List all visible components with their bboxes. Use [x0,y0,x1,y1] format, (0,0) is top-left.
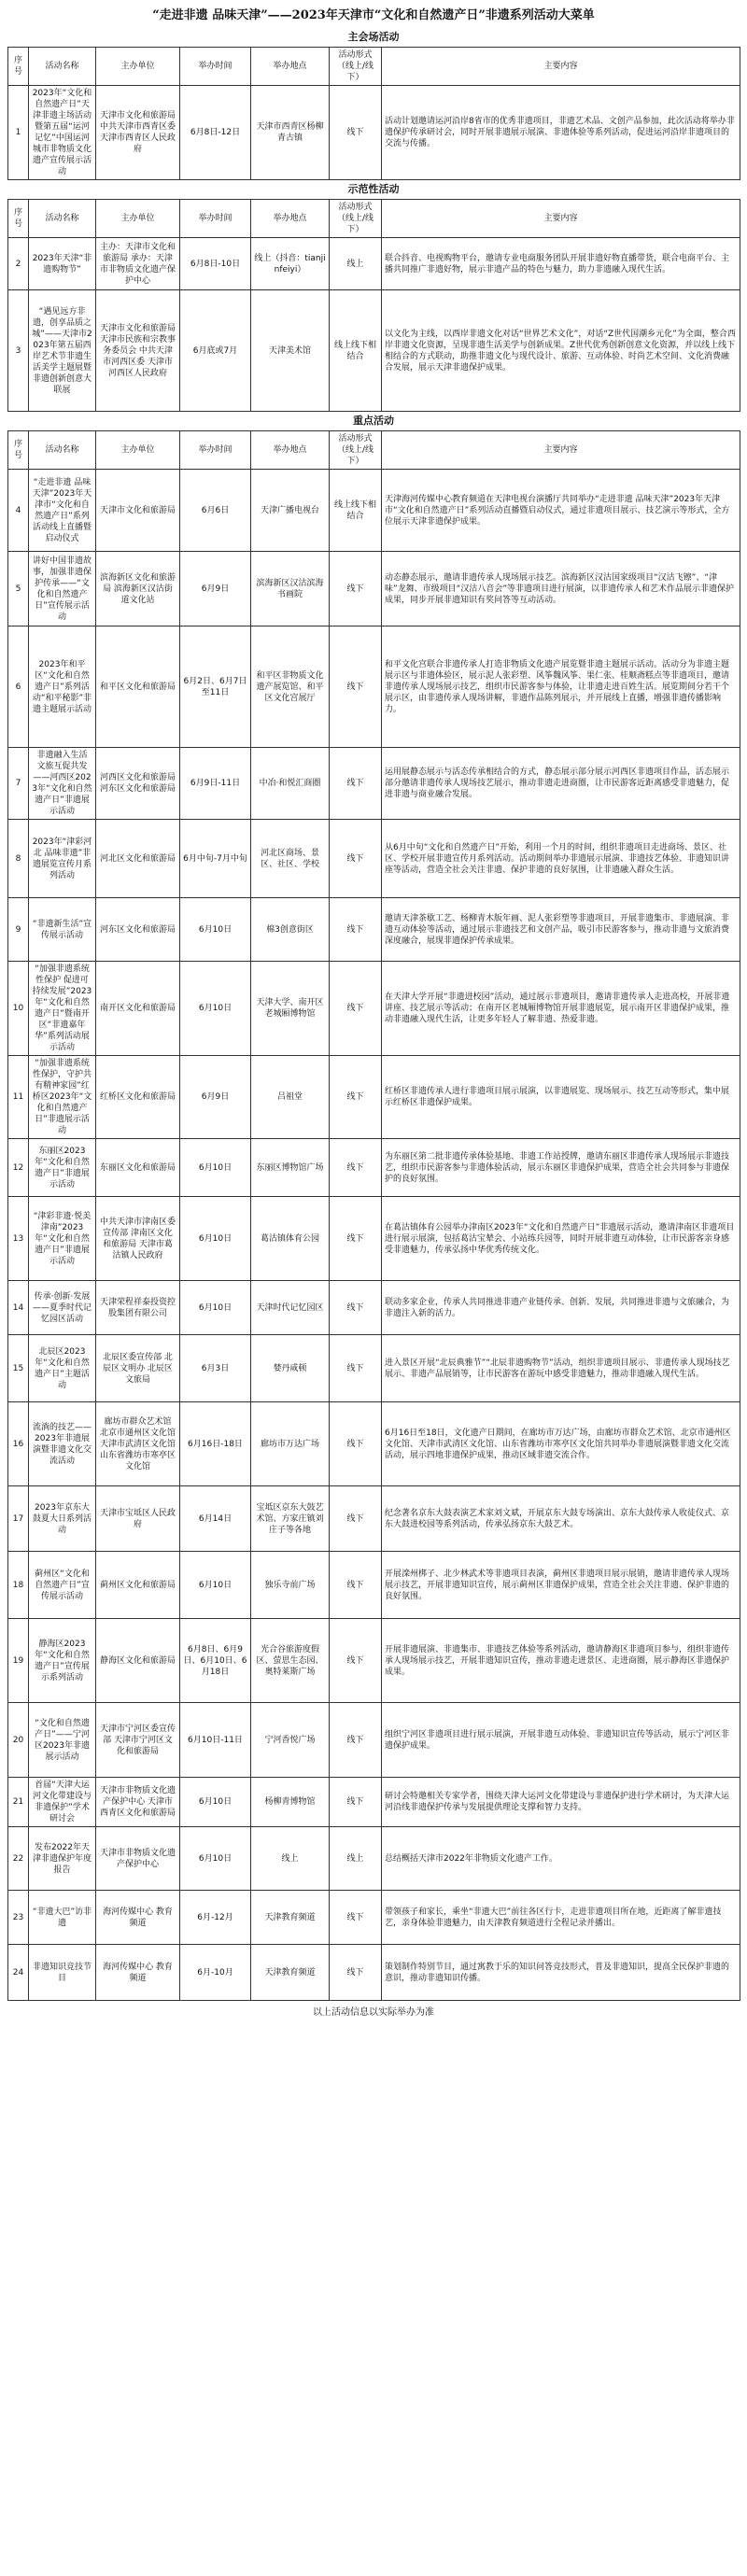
table-cell: “遇见远方非遗，创享品质之城”——天津市2023年第五届西岸艺术节非遗生活美学主题展暨非遗创新创意大联展 [29,290,96,412]
table-cell: 线上 [251,1827,330,1891]
table-cell: 运用展静态展示与活态传承相结合的方式，静态展示部分展示河西区非遗项目作品，活态展示部分邀请非遗传承人现场技艺展示，推动非遗走进商圈，让市民游客近距离感受非遗魅力，促进非遗与商业融合发展。 [382,748,740,820]
table-cell: 线上线下相结合 [330,470,382,552]
column-header: 主办单位 [96,431,180,470]
table-cell: 6月10日 [180,898,251,962]
table-cell: 线下 [330,1139,382,1197]
table-cell: 天津市宝坻区人民政府 [96,1486,180,1552]
table-row [8,820,740,898]
table-cell: 天津荣程祥泰投资控股集团有限公司 [96,1281,180,1335]
table-cell: 6月2日、6月7日至11日 [180,626,251,748]
table-cell: 进入景区开展“北辰典雅节”“北辰非遗购物节”活动，组织非遗项目展示、非遗传承人现场技艺展示、非遗产品展销等，让市民游客在游玩中感受非遗魅力，推动非遗融入现代生活。 [382,1335,740,1402]
table-cell: 24 [8,1945,29,2001]
table-cell: 天津市非物质文化遗产保护中心 [96,1827,180,1891]
column-header: 主要内容 [382,200,740,238]
table-cell: 6月10日 [180,1552,251,1619]
table-cell: 线下 [330,898,382,962]
table-cell: 静海区2023年“文化和自然遗产日”宣传展示系列活动 [29,1619,96,1703]
table-row [8,1281,740,1335]
column-header: 序号 [8,431,29,470]
table-cell: 光合谷旅游度假区、萤思生态园、奥特莱斯广场 [251,1619,330,1703]
table-cell: 线下 [330,1891,382,1945]
table-cell: 天津市西青区杨柳青古镇 [251,86,330,180]
table-cell: 天津时代记忆园区 [251,1281,330,1335]
table-cell: 研讨会特邀相关专家学者，围绕天津大运河文化带建设与非遗保护进行学术研讨，为天津大运河沿线非遗保护传承与发展提供理论支撑和智力支持。 [382,1778,740,1827]
table-row [8,238,740,290]
table-cell: 20 [8,1703,29,1778]
table-row [8,1619,740,1703]
column-header: 举办时间 [180,200,251,238]
table-cell: 2023年和平区“文化和自然遗产日”系列活动“和平秘影”非遗主题展示活动 [29,626,96,748]
table-row [8,1486,740,1552]
table-cell: 天津美术馆 [251,290,330,412]
table-cell: 棉3创意街区 [251,898,330,962]
table-cell: 6月16日-18日 [180,1402,251,1486]
table-cell: 11 [8,1056,29,1139]
table-cell: “非遗新生活”宣传展示活动 [29,898,96,962]
table-cell: “走进非遗 品味天津”2023年天津市“文化和自然遗产日”系列活动线上直播暨启动仪式 [29,470,96,552]
table-cell: 蓟州区文化和旅游局 [96,1552,180,1619]
table-cell: 6月10日 [180,1197,251,1281]
table-cell: 2023年天津“非遗购物节” [29,238,96,290]
table-cell: 开展非遗展演、非遗集市、非遗技艺体验等系列活动，邀请静海区非遗项目参与，组织非遗传承人现场展示技艺，开展非遗知识宣传，推动非遗走进景区、走进商圈，展示静海区非遗保护成果。 [382,1619,740,1703]
table-cell: 总结概括天津市2022年非物质文化遗产工作。 [382,1827,740,1891]
table-cell: “加强非遗系统性保护 促进可持续发展”2023年“文化和自然遗产日”暨南开区“非遗嘉年华”系列活动展示活动 [29,962,96,1056]
table-cell: 动态静态展示，邀请非遗传承人现场展示技艺。滨海新区汉沽国家级项目“汉沽飞镲”、“津味”龙舞、市级项目“汉沽八音会”等非遗项目进行展演，以非遗传承人和艺术作品展示非遗保护成果，同步开展非遗知识有奖问答等互动活动。 [382,552,740,626]
column-header: 主办单位 [96,200,180,238]
table-cell: 8 [8,820,29,898]
table-cell: 婪丹咸顿 [251,1335,330,1402]
table-cell: 6月3日 [180,1335,251,1402]
table-cell: “加强非遗系统性保护，守护共有精神家园”红桥区2023年“文化和自然遗产日”非遗展示活动 [29,1056,96,1139]
table-cell: 杨柳青博物馆 [251,1778,330,1827]
table-row [8,1402,740,1486]
table-cell: 22 [8,1827,29,1891]
table-cell: 6月10日 [180,1281,251,1335]
table-cell: 7 [8,748,29,820]
table-cell: 为东丽区第二批非遗传承体验基地、非遗工作站授牌，邀请东丽区非遗传承人现场展示非遗技艺，组织市民游客参与非遗体验活动，展示东丽区非遗保护成果，营造全社会共同参与非遗保护的良好氛围。 [382,1139,740,1197]
column-header: 举办时间 [180,48,251,86]
table-cell: 6月9日 [180,552,251,626]
table-cell: 海河传媒中心 教育频道 [96,1945,180,2001]
table-cell: 线下 [330,1335,382,1402]
table-cell: 4 [8,470,29,552]
table-cell: 海河传媒中心 教育频道 [96,1891,180,1945]
table-cell: 6月9日 [180,1056,251,1139]
table-cell: 6月10日 [180,962,251,1056]
table-cell: 23 [8,1891,29,1945]
table-cell: 线上（抖音：tianjinfeiyi） [251,238,330,290]
table-cell: 线下 [330,820,382,898]
table-cell: 2023年“文化和自然遗产日”天津非遗主场活动暨第五届“运河记忆”中国运河城市非物质文化遗产宣传展示活动 [29,86,96,180]
header-row [8,48,740,86]
table-cell: 天津大学、南开区老城厢博物馆 [251,962,330,1056]
column-header: 举办时间 [180,431,251,470]
table-cell: 21 [8,1778,29,1827]
table-cell: “非遗大巴”访非遗 [29,1891,96,1945]
table-cell: 6月6日 [180,470,251,552]
table-cell: 线下 [330,86,382,180]
table-cell: 廊坊市万达广场 [251,1402,330,1486]
table-cell: 河北区商场、景区、社区、学校 [251,820,330,898]
table-row [8,748,740,820]
table-cell: 宁河香悦广场 [251,1703,330,1778]
table-cell: 2 [8,238,29,290]
table-cell: 线上 [330,238,382,290]
table-cell: 组织宁河区非遗项目进行展示展演，开展非遗互动体验、非遗知识宣传等活动，展示宁河区非遗保护成果。 [382,1703,740,1778]
table-cell: 线下 [330,1552,382,1619]
table-cell: 和平文化宫联合非遗传承人打造非物质文化遗产展览暨非遗主题展示活动。活动分为非遗主题展示区与非遗体验区，展示泥人张彩塑、风筝魏风筝、果仁张、桂顺斋糕点等非遗项目，邀请非遗传承人现场展示技艺，组织市民游客参与体验，让非遗走进百姓生活。展览期间分若干个展示区，由非遗传承人现场讲解，非遗作品陈列展示，并开展线上直播，增强非遗传播影响力。 [382,626,740,748]
table-cell: 滨海新区文化和旅游局 滨海新区汉沽街道文化站 [96,552,180,626]
table-cell: 东丽区文化和旅游局 [96,1139,180,1197]
table-cell: 天津市非物质文化遗产保护中心 天津市西青区文化和旅游局 [96,1778,180,1827]
table-cell: 6月10日 [180,1827,251,1891]
table-cell: 6 [8,626,29,748]
table-cell: 流淌的技艺——2023年非遗展演暨非遗文化交流活动 [29,1402,96,1486]
table-row [8,1945,740,2001]
column-header: 活动形式（线上/线下） [330,48,382,86]
table-cell: 首届“天津大运河文化带建设与非遗保护”学术研讨会 [29,1778,96,1827]
table-cell: 18 [8,1552,29,1619]
table-cell: 邀请天津茶歇工艺、杨柳青木版年画、泥人张彩塑等非遗项目，开展非遗集市、非遗展演、非遗互动体验等活动，通过展示非遗技艺和文创产品，吸引市民游客参与，推动非遗与文旅消费深度融合，展现非遗保护传承成果。 [382,898,740,962]
footer-note: 以上活动信息以实际举办为准 [313,2007,434,2018]
table-cell: 6月8日-10日 [180,238,251,290]
table-cell: 线下 [330,626,382,748]
column-header: 活动名称 [29,200,96,238]
header-row [8,431,740,470]
section-title: 主会场活动 [347,31,400,43]
table-cell: 红桥区非遗传承人进行非遗项目展示展演，以非遗展览、现场展示、技艺互动等形式，集中展示红桥区非遗保护成果。 [382,1056,740,1139]
table-cell: 中冶·和悦汇商圈 [251,748,330,820]
sections-container [7,28,740,2001]
column-header: 举办地点 [251,48,330,86]
table-cell: 葛沽镇体育公园 [251,1197,330,1281]
table-row [8,1703,740,1778]
table-cell: 天津海河传媒中心教育频道在天津电视台演播厅共同举办“走进非遗 品味天津”2023年天津市“文化和自然遗产日”系列活动直播暨启动仪式，通过非遗项目展示、技艺演示等形式，全方位展示天津非遗保护成果。 [382,470,740,552]
table-cell: 12 [8,1139,29,1197]
table-cell: 线下 [330,1486,382,1552]
section-title: 示范性活动 [347,183,400,195]
table-cell: 6月-10月 [180,1945,251,2001]
table-cell: 非遗知识竞技节目 [29,1945,96,2001]
table-cell: 在葛沽镇体育公园举办津南区2023年“文化和自然遗产日”非遗展示活动，邀请津南区非遗项目进行展示展演，包括葛沽宝辇会、小站练兵园等，同时开展非遗互动体验，让市民游客亲身感受非遗魅力，传承弘扬中华优秀传统文化。 [382,1197,740,1281]
table-cell: 线下 [330,1197,382,1281]
table-cell: 6月14日 [180,1486,251,1552]
table-cell: 独乐寺前广场 [251,1552,330,1619]
table-cell: 中共天津市津南区委宣传部 津南区文化和旅游局 天津市葛沽镇人民政府 [96,1197,180,1281]
table-cell: 南开区文化和旅游局 [96,962,180,1056]
table-cell: 东丽区博物馆广场 [251,1139,330,1197]
table-cell: 3 [8,290,29,412]
document-title: “走进非遗 品味天津”——2023年天津市“文化和自然遗产日”非遗系列活动大菜单 [152,8,595,22]
column-header: 活动形式（线上/线下） [330,200,382,238]
table-cell: 线上 [330,1827,382,1891]
table-cell: 2023年“津彩河北 品味非遗”非遗展览宣传月系列活动 [29,820,96,898]
table-cell: 天津教育频道 [251,1891,330,1945]
table-row [8,1056,740,1139]
table-cell: 线下 [330,1703,382,1778]
table-cell: 线下 [330,1402,382,1486]
table-cell: 在天津大学开展“非遗进校园”活动，通过展示非遗项目，邀请非遗传承人走进高校，开展非遗讲座、技艺展示等活动；在南开区老城厢博物馆开展非遗展览，展示南开区非遗保护成果，推动非遗融入现代生活，让更多年轻人了解非遗、热爱非遗。 [382,962,740,1056]
table-cell: 19 [8,1619,29,1703]
table-cell: 线下 [330,1056,382,1139]
table-cell: 1 [8,86,29,180]
table-cell: 14 [8,1281,29,1335]
table-cell: 策划制作特别节目，通过寓教于乐的知识问答竞技形式，普及非遗知识，提高全民保护非遗的意识，推动非遗知识传播。 [382,1945,740,2001]
table-row [8,86,740,180]
table-cell: 天津市文化和旅游局 [96,470,180,552]
activity-table [7,47,740,180]
table-cell: 线下 [330,1281,382,1335]
table-cell: 联动多家企业，传承人共同推进非遗产业链传承、创新、发展，共同推进非遗与文旅融合，为非遗注入新的活力。 [382,1281,740,1335]
table-cell: 线下 [330,1778,382,1827]
table-cell: 开展滦州梆子、北少林武术等非遗项目表演，蓟州区非遗项目展示展销，邀请非遗传承人现场展示技艺，开展非遗知识宣传，展示蓟州区非遗保护成果，营造全社会关注非遗、保护非遗的良好氛围。 [382,1552,740,1619]
table-row [8,552,740,626]
column-header: 举办地点 [251,431,330,470]
column-header: 活动名称 [29,431,96,470]
table-cell: 线下 [330,1619,382,1703]
table-cell: 天津市文化和旅游局 天津市民族和宗教事务委员会 中共天津市河西区委 天津市河西区人民政府 [96,290,180,412]
table-cell: 线上线下相结合 [330,290,382,412]
table-cell: 非遗融入生活 文旅互促共发——河西区2023年“文化和自然遗产日”非遗展示活动 [29,748,96,820]
table-row [8,1139,740,1197]
column-header: 主要内容 [382,431,740,470]
table-row [8,1778,740,1827]
column-header: 序号 [8,48,29,86]
table-cell: 以文化为主线，以西岸非遗文化对话“世界艺术文化”，对话“Z世代国潮乡元化”为全面，整合西岸非遗文化资源，呈现非遗生活美学与创新成果。Z世代优秀创新创意文化资源，并以线上线下相结合的方式联动，助推非遗文化与现代设计、旅游、互动体验、时尚艺术空间、文化消费融合发展，展示天津非遗保护成果。 [382,290,740,412]
table-cell: 吕祖堂 [251,1056,330,1139]
table-cell: 和平区非物质文化遗产展览馆、和平区文化宫展厅 [251,626,330,748]
table-cell: 6月8日-12日 [180,86,251,180]
table-cell: 6月10日 [180,1778,251,1827]
activity-table [7,199,740,412]
column-header: 主要内容 [382,48,740,86]
table-cell: 6月中旬-7月中旬 [180,820,251,898]
table-row [8,898,740,962]
table-cell: 廊坊市群众艺术馆 北京市通州区文化馆 天津市武清区文化馆 山东省潍坊市寒亭区文化馆 [96,1402,180,1486]
table-cell: 和平区文化和旅游局 [96,626,180,748]
table-cell: 10 [8,962,29,1056]
table-cell: 天津市宁河区委宣传部 天津市宁河区文化和旅游局 [96,1703,180,1778]
activity-table [7,430,740,2001]
table-cell: 5 [8,552,29,626]
table-cell: 讲好中国非遗故事，加强非遗保护传承——“文化和自然遗产日”宣传展示活动 [29,552,96,626]
table-row [8,1552,740,1619]
table-cell: 6月-12月 [180,1891,251,1945]
table-cell: 传承·创新·发展——夏季时代记忆园区活动 [29,1281,96,1335]
table-cell: 红桥区文化和旅游局 [96,1056,180,1139]
table-row [8,1197,740,1281]
table-cell: 联合抖音、电视购物平台，邀请专业电商服务团队开展非遗好物直播带货，联合电商平台、主播共同推广非遗好物，展示非遗产品的特色与魅力，助力非遗融入现代生活。 [382,238,740,290]
table-cell: 13 [8,1197,29,1281]
header-row [8,200,740,238]
table-cell: “津彩非遗·悦美津南”2023年“文化和自然遗产日”非遗展示活动 [29,1197,96,1281]
column-header: 活动形式（线上/线下） [330,431,382,470]
table-cell: 9 [8,898,29,962]
table-cell: 河东区文化和旅游局 [96,898,180,962]
table-cell: 活动计划邀请运河沿岸8省市的优秀非遗项目，非遗艺术品、文创产品参加，此次活动将举办非遗保护传承研讨会，同时开展非遗展示展演、非遗体验等系列活动，促进运河沿岸非遗项目的交流与传播。 [382,86,740,180]
table-cell: 6月8日、6月9日、6月10日、6月18日 [180,1619,251,1703]
table-cell: 线下 [330,748,382,820]
table-cell: 16 [8,1402,29,1486]
table-cell: 6月16日至18日，文化遗产日期间，在廊坊市万达广场，由廊坊市群众艺术馆、北京市通州区文化馆、天津市武清区文化馆、山东省潍坊市寒亭区文化馆共同举办非遗展演暨非遗文化交流活动，展示四地非遗保护成果，推动区域非遗交流合作。 [382,1402,740,1486]
table-cell: “文化和自然遗产日”——宁河区2023年非遗展示活动 [29,1703,96,1778]
column-header: 主办单位 [96,48,180,86]
table-cell: 河西区文化和旅游局 河东区文化和旅游局 [96,748,180,820]
table-cell: 线下 [330,962,382,1056]
table-cell: 6月底或7月 [180,290,251,412]
table-row [8,290,740,412]
table-row [8,626,740,748]
table-cell: 天津广播电视台 [251,470,330,552]
table-cell: 宝坻区京东大鼓艺术馆、方家庄镇刘庄子等各地 [251,1486,330,1552]
table-row [8,962,740,1056]
table-row [8,1827,740,1891]
column-header: 举办地点 [251,200,330,238]
table-cell: 6月10日 [180,1139,251,1197]
column-header: 活动名称 [29,48,96,86]
table-row [8,470,740,552]
table-cell: 线下 [330,1945,382,2001]
table-cell: 15 [8,1335,29,1402]
table-cell: 6月9日-11日 [180,748,251,820]
column-header: 序号 [8,200,29,238]
table-cell: 北辰区委宣传部 北辰区文明办 北辰区文旅局 [96,1335,180,1402]
table-cell: 从6月中旬“文化和自然遗产日”开始，利用一个月的时间，组织非遗项目走进商场、景区、社区、学校开展非遗宣传月系列活动。活动期间举办非遗展示展演、非遗技艺体验、非遗知识讲座等活动，营造全社会关注非遗、保护非遗的良好氛围，让非遗融入群众生活。 [382,820,740,898]
table-cell: 发布2022年天津非遗保护年度报告 [29,1827,96,1891]
table-cell: 带领孩子和家长，乘坐“非遗大巴”前往各区行卡，走进非遗项目所在地，近距离了解非遗技艺，亲身体验非遗魅力，由天津教育频道进行全程记录并播出。 [382,1891,740,1945]
table-cell: 静海区文化和旅游局 [96,1619,180,1703]
table-cell: 滨海新区汉沽滨海书画院 [251,552,330,626]
table-cell: 天津市文化和旅游局 中共天津市西青区委 天津市西青区人民政府 [96,86,180,180]
section-title: 重点活动 [353,415,394,427]
table-row [8,1891,740,1945]
table-cell: 线下 [330,552,382,626]
table-cell: 蓟州区“文化和自然遗产日”宣传展示活动 [29,1552,96,1619]
table-cell: 17 [8,1486,29,1552]
table-cell: 2023年京东大鼓夏大日系列活动 [29,1486,96,1552]
table-cell: 6月10日-11日 [180,1703,251,1778]
table-row [8,1335,740,1402]
table-cell: 纪念著名京东大鼓表演艺术家刘文斌，开展京东大鼓专场演出、京东大鼓传承人收徒仪式、京东大鼓进校园等系列活动，传承弘扬京东大鼓艺术。 [382,1486,740,1552]
table-cell: 东丽区2023年“文化和自然遗产日”非遗展示活动 [29,1139,96,1197]
table-cell: 天津教育频道 [251,1945,330,2001]
table-cell: 河北区文化和旅游局 [96,820,180,898]
table-cell: 主办：天津市文化和旅游局 承办：天津市非物质文化遗产保护中心 [96,238,180,290]
table-cell: 北辰区2023年“文化和自然遗产日”主题活动 [29,1335,96,1402]
